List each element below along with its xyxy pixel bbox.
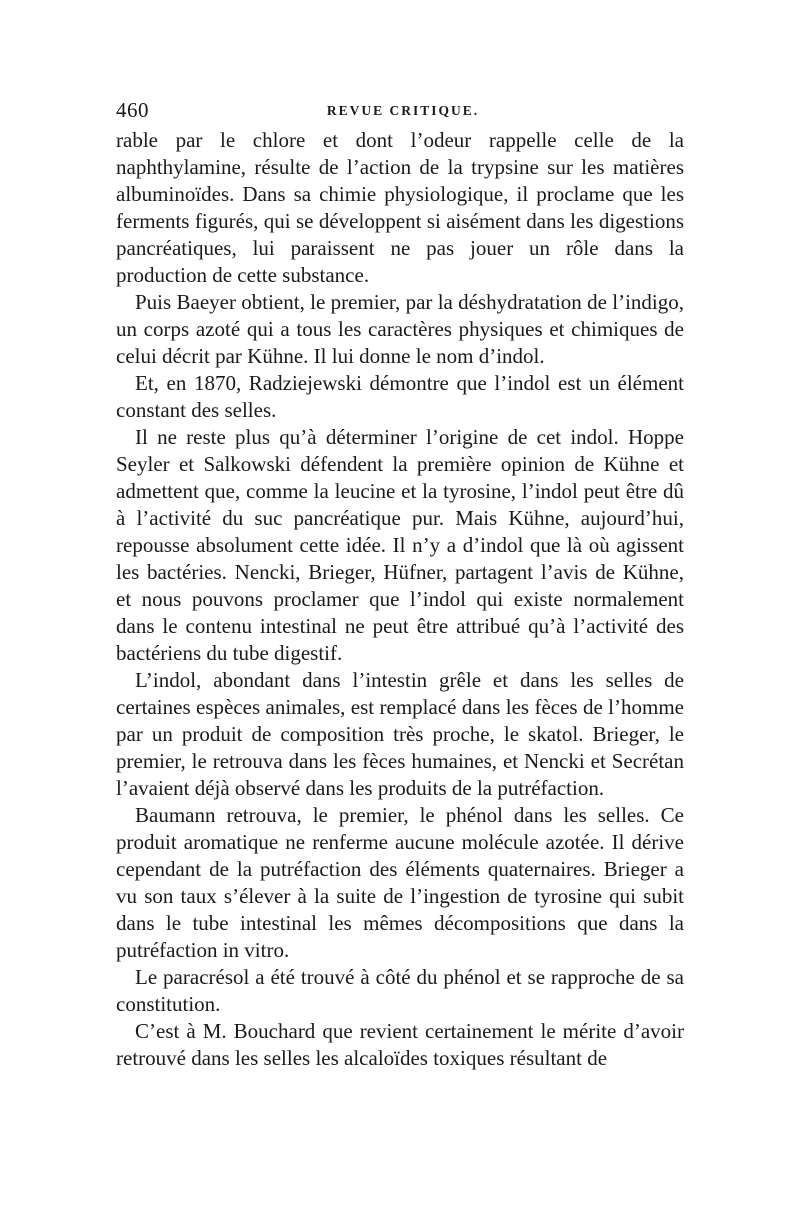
running-title: REVUE CRITIQUE. bbox=[326, 103, 480, 118]
paragraph-2: Puis Baeyer obtient, le premier, par la déshydratation de l’indigo, un corps azoté qui a tous les caractères physiques et chimiques de celui décrit par Kühne. Il lui donne le nom d’indol. bbox=[116, 290, 684, 368]
paragraph-7: Le paracrésol a été trouvé à côté du phénol et se rapproche de sa constitution. bbox=[116, 965, 684, 1016]
paragraph-3: Et, en 1870, Radziejewski démontre que l’indol est un élément constant des selles. bbox=[116, 371, 684, 422]
body-text bbox=[116, 127, 684, 1072]
paragraph-5: L’indol, abondant dans l’intestin grêle et dans les selles de certaines espèces animales, est remplacé dans les fèces de l’homme par un produit de composition très proche, le skatol. Brieger, le premier, le retrouva dans les fèces humaines, et Nencki et Secrétan l’avaient déjà observé dans les produits de la putréfaction. bbox=[116, 668, 684, 800]
paragraph-6: Baumann retrouva, le premier, le phénol dans les selles. Ce produit aromatique ne renferme aucune molécule azotée. Il dérive cependant de la putréfaction des éléments quaternaires. Brieger a vu son taux s’élever à la suite de l’ingestion de tyrosine qui subit dans le tube intestinal les mêmes décompositions que dans la putréfaction in vitro. bbox=[116, 803, 684, 962]
page-number: 460 bbox=[116, 98, 149, 122]
paragraph-4: Il ne reste plus qu’à déterminer l’origine de cet indol. Hoppe Seyler et Salkowski défendent la première opinion de Kühne et admettent que, comme la leucine et la tyrosine, l’indol peut être dû à l’activité du suc pancréatique pur. Mais Kühne, aujourd’hui, repousse absolument cette idée. Il n’y a d’indol que là où agissent les bactéries. Nencki, Brieger, Hüfner, partagent l’avis de Kühne, et nous pouvons proclamer que l’indol qui existe normalement dans le contenu intestinal ne peut être attribué qu’à l’activité des bactériens du tube digestif. bbox=[116, 425, 684, 665]
paragraph-8: C’est à M. Bouchard que revient certainement le mérite d’avoir retrouvé dans les selles les alcaloïdes toxiques résultant de bbox=[116, 1019, 684, 1070]
page-header bbox=[116, 98, 684, 124]
paragraph-1: rable par le chlore et dont l’odeur rappelle celle de la naphthylamine, résulte de l’action de la trypsine sur les matières albuminoïdes. Dans sa chimie physiologique, il proclame que les ferments figurés, qui se développent si aisément dans les digestions pancréatiques, lui paraissent ne pas jouer un rôle dans la production de cette substance. bbox=[116, 128, 684, 287]
